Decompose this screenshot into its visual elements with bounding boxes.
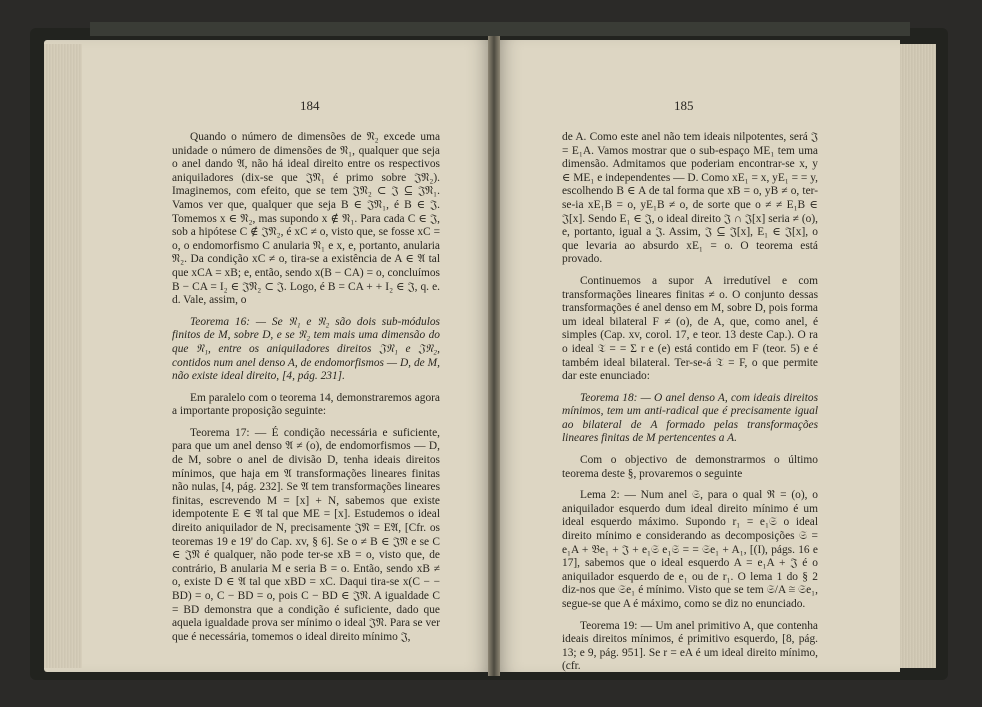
right-page-number: 185 [674, 98, 694, 113]
paragraph: Continuemos a supor A irredutível e com transformações lineares finitas ≠ o. O conjunto dessas transformações é anel denso em M, sobre D, pois forma um ideal bilateral F ≠ (o), de A, que, como anel, é simples (Cap. xv, corol. 17, e teor. 13 deste Cap.). O ra o ideal 𝔗 = = Σ r e (e) está contido em F (teor. 5) e é também ideal bilateral. Ter-se-á 𝔗 = F, o que permite dar este enunciado: [562, 274, 818, 383]
right-page-edges [900, 44, 936, 668]
book-gutter [488, 36, 500, 676]
theorem-18: Teorema 18: — O anel denso A, com ideais direitos mínimos, tem um anti-radical que é precisamente igual ao bilateral de A formado pelas transformações lineares finitas de M pertencentes a A. [562, 391, 818, 445]
lemma-2: Lema 2: — Num anel 𝔖, para o qual ℜ = (o), o aniquilador esquerdo dum ideal direito mínimo é um ideal esquerdo máximo. Supondo r₁ = e₁𝔖 o ideal direito mínimo e considerando as decomposições 𝔖 = e₁A + 𝔅e₁ + 𝔍 + e₁𝔖 e₁𝔖 = = 𝔖e₁ + A₁, [(I), págs. 16 e 17], sabemos que o ideal esquerdo A = e₁A + 𝔍 é o aniquilador esquerdo de e₁ ou de r₁. O lema 1 do § 2 diz-nos que 𝔖e₁ é mínimo. Visto que se tem 𝔖/A ≅ 𝔖e₁, segue-se que A é máximo, como se diz no enunciado. [562, 489, 818, 610]
paragraph: Quando o número de dimensões de 𝔑₂ excede uma unidade o número de dimensões de 𝔑₁, qualquer que seja o anel dando 𝔄, não há ideal direito entre os respectivos aniquiladores (dix-se que 𝔍𝔑₁ é primo sobre 𝔍𝔑₂). Imaginemos, com efeito, que se tem 𝔍𝔑₂ ⊂ 𝔍 ⊆ 𝔍𝔑₁. Vamos ver que, qualquer que seja B ∈ 𝔍𝔑₁, é B ∈ 𝔍. Tomemos x ∈ 𝔑₂, mas supondo x ∉ 𝔑₁. Para cada C ∈ 𝔍, sob a hipótese C ∉ 𝔍𝔑₂, é xC ≠ o, visto que, se fosse xC = o, o endomorfismo C anularia 𝔑₁ e x, e, portanto, anularia 𝔑₂. Da condição xC ≠ o, tira-se a existência de A ∈ 𝔄 tal que xCA = xB; e, então, sendo x(B − CA) = o, concluímos B − CA = I₂ ∈ 𝔍𝔑₂ ⊂ 𝔍. Logo, é B = CA + + I₂ ∈ 𝔍, q. e. d. Vale, assim, o [172, 131, 440, 307]
book-spine-top [90, 22, 910, 36]
paragraph: de A. Como este anel não tem ideais nilpotentes, será 𝔍 = E₁A. Vamos mostrar que o sub-espaço ME₁ tem uma dimensão. Admitamos que poderiam encontrar-se x, y ∈ ME₁ e independentes — D. Como xE₁ = x, yE₁ = = y, escolhendo B ∈ A de tal forma que xB = o, yB ≠ o, ter-se-ia xE₁B = o, yE₁B ≠ o, de sorte que o ≠ ≠ E₁B ∈ 𝔍[x]. Sendo E₁ ∈ 𝔍, o ideal direito 𝔍 ∩ 𝔍[x] seria ≠ (o), e, portanto, igual a 𝔍. Assim, 𝔍 ⊆ 𝔍[x], E₁ ∈ 𝔍[x], o que levaria ao absurdo xE₁ = o. O teorema está provado. [562, 131, 818, 266]
left-page-text [172, 131, 440, 644]
theorem-16: Teorema 16: — Se 𝔑₁ e 𝔑₂ são dois sub-módulos finitos de M, sobre D, e se 𝔑₂ tem mais uma dimensão do que 𝔑₁, entre os aniquiladores direitos 𝔍𝔑₁ e 𝔍𝔑₂, contidos num anel denso A, de endomorfismos — D, de M, não existe ideal direito, [4, pág. 231]. [172, 315, 440, 383]
paragraph: Com o objectivo de demonstrarmos o último teorema deste §, provaremos o seguinte [562, 454, 818, 480]
left-page-number: 184 [300, 98, 320, 113]
theorem-17: Teorema 17: — É condição necessária e suficiente, para que um anel denso 𝔄 ≠ (o), de endomorfismos — D, de M, sobre o anel de divisão D, tenha ideais direitos mínimos, que haja em 𝔄 transformações lineares finitas não nulas, [4, pág. 232]. Se 𝔄 tem transformações lineares finitas, escrevendo M = [x] + N, sabemos que existe idempotente E ∈ 𝔄 tal que ME = [x]. Estudemos o ideal direito aniquilador de N, precisamente 𝔍𝔑 = E𝔄, [Cfr. os teoremas 19 e 19' do Cap. xv, § 6]. Se o ≠ B ∈ 𝔍𝔑 e se C ∈ 𝔍𝔑 é qualquer, não pode ter-se xB = o, visto que, de contrário, B anularia M e seria B = o. Então, sendo xB ≠ o, existe D ∈ 𝔄 tal que xBD = xC. Daqui tira-se x(C − − BD) = o, C − BD = o, pois C − BD ∈ 𝔍𝔑. A igualdade C = BD demonstra que a condição é suficiente, dado que aquela igualdade prova ser mínimo o ideal 𝔍𝔑. Para se ver que é necessária, tomemos o ideal direito mínimo 𝔍, [172, 426, 440, 643]
paragraph: Em paralelo com o teorema 14, demonstraremos agora a importante proposição seguinte: [172, 391, 440, 418]
theorem-19: Teorema 19: — Um anel primitivo A, que contenha ideais direitos mínimos, é primitivo esquerdo, [8, pág. 13; e 9, pág. 951]. Se r = eA é um ideal direito mínimo, (cfr. [562, 619, 818, 673]
left-page-edges [44, 44, 82, 668]
right-page-text [562, 131, 818, 674]
